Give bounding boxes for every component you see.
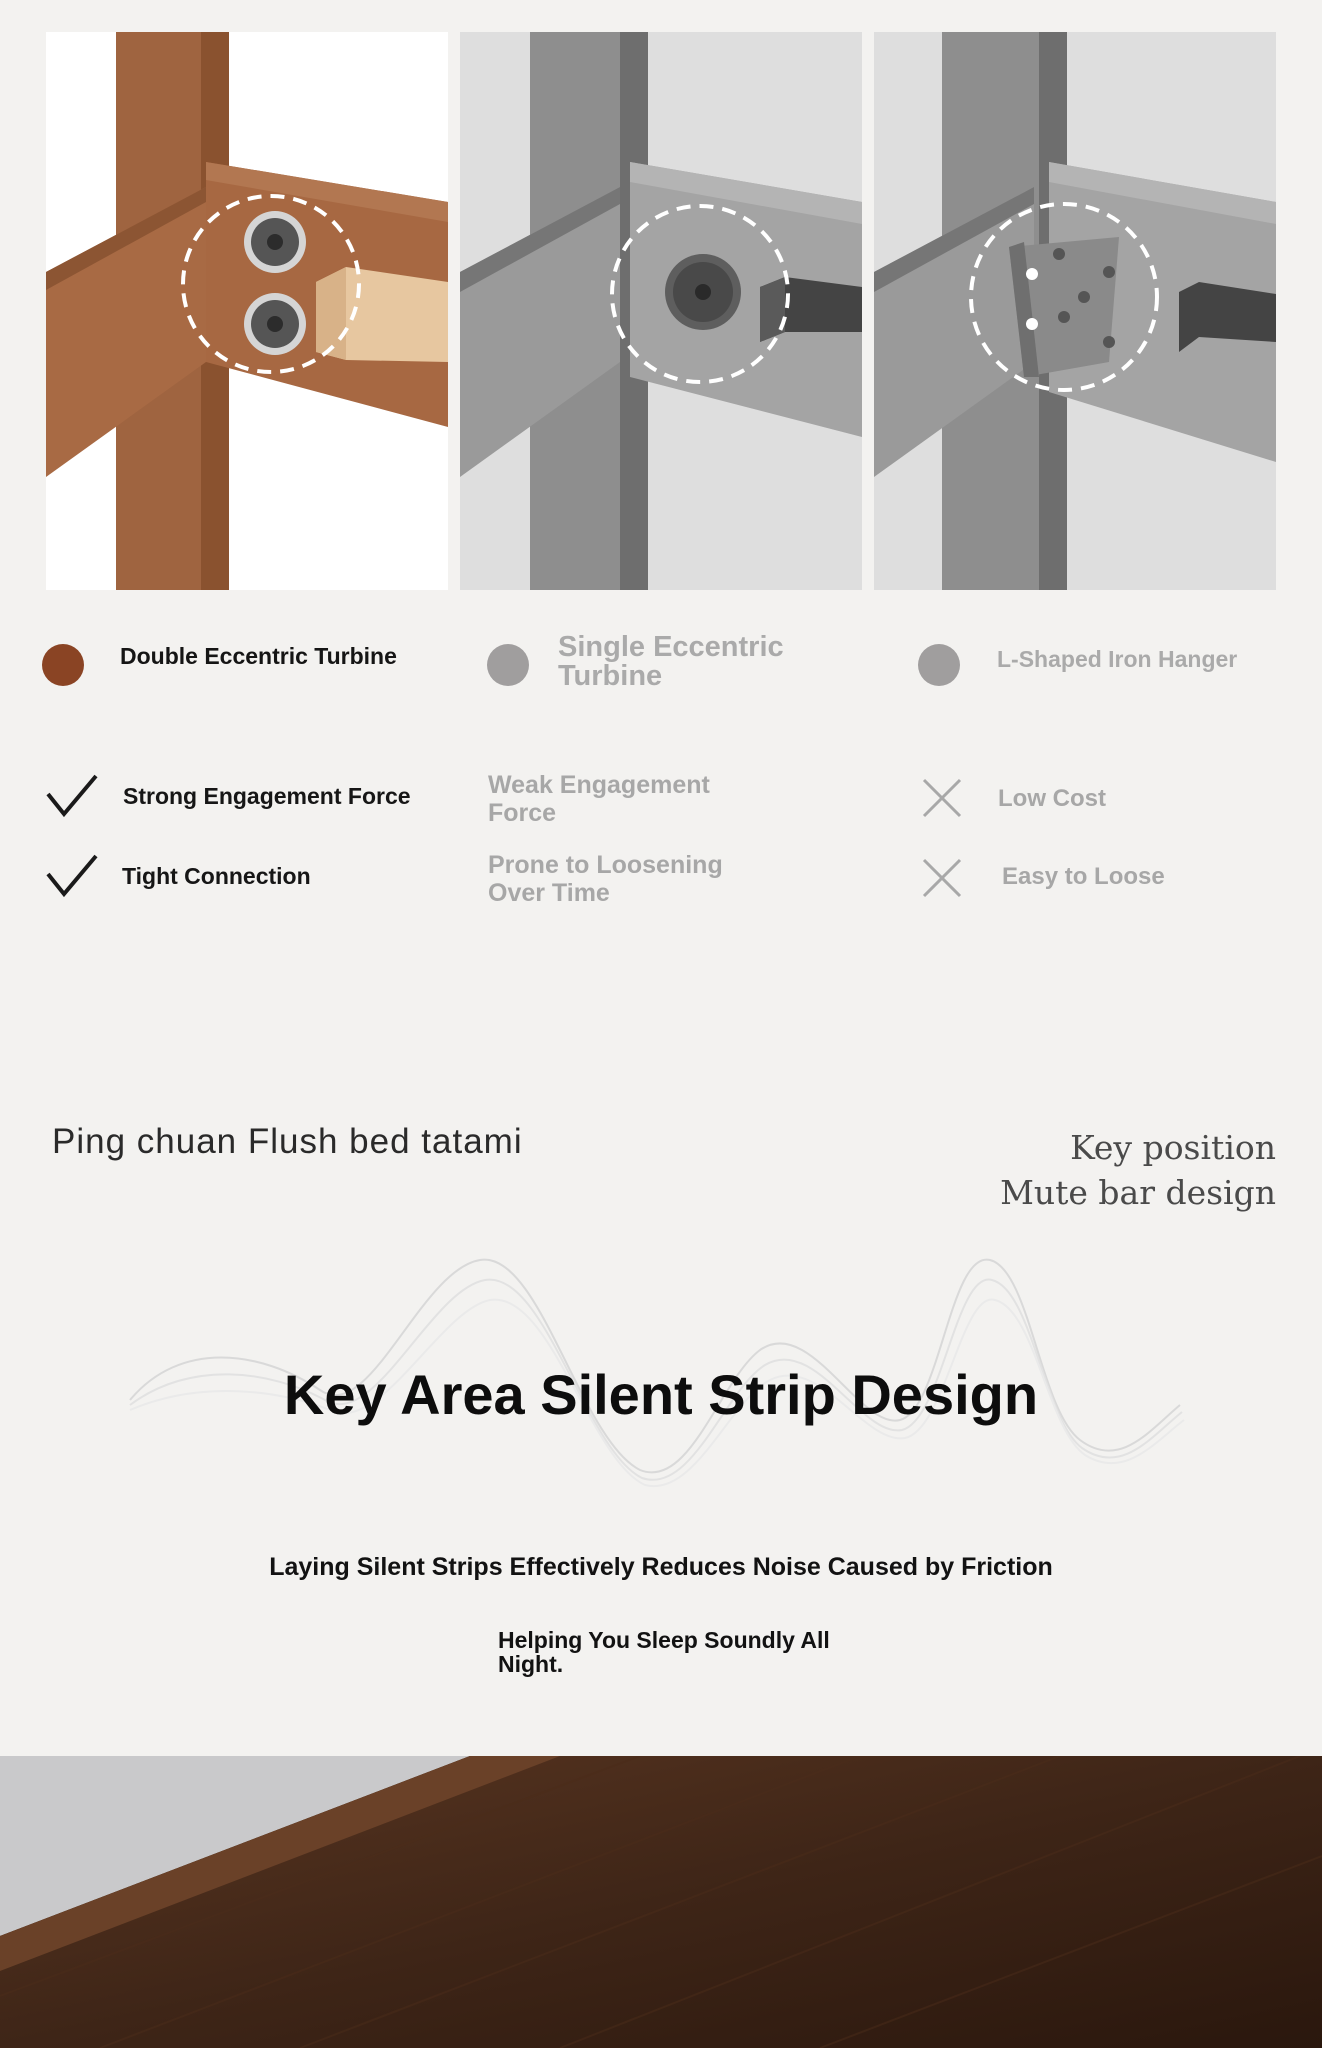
key-position-line1: Key position	[1070, 1128, 1276, 1167]
option-label-double-turbine: Double Eccentric Turbine	[120, 643, 397, 669]
key-position-line2: Mute bar design	[1000, 1172, 1276, 1212]
brand-name: Ping chuan Flush bed tatami	[52, 1122, 523, 1161]
option-label-single-turbine: Single Eccentric Turbine	[558, 631, 784, 692]
l-shaped-iron-hanger-diagram	[874, 32, 1276, 590]
double-eccentric-turbine-diagram	[46, 32, 448, 590]
cross-icon	[914, 854, 970, 902]
feature-tight-connection: Tight Connection	[122, 863, 311, 889]
check-icon	[44, 852, 100, 900]
single-eccentric-turbine-diagram	[460, 32, 862, 590]
feature-weak-engagement: Weak Engagement Force	[488, 771, 710, 827]
section-headline: Key Area Silent Strip Design	[283, 1363, 1039, 1426]
feature-prone-loosening: Prone to Loosening Over Time	[488, 851, 723, 907]
single-turbine-dot	[487, 644, 529, 686]
bed-wood-photo	[0, 1756, 1322, 2048]
key-position-caption	[1000, 1126, 1276, 1215]
feature-easy-to-loose: Easy to Loose	[1002, 863, 1165, 890]
l-hanger-dot	[918, 644, 960, 686]
section-subtitle: Laying Silent Strips Effectively Reduces Noise Caused by Friction	[269, 1553, 1053, 1581]
feature-low-cost: Low Cost	[998, 785, 1106, 812]
option-label-l-hanger: L-Shaped Iron Hanger	[997, 646, 1238, 672]
double-turbine-dot	[42, 644, 84, 686]
section-subtitle-2: Helping You Sleep Soundly All Night.	[498, 1627, 830, 1678]
cross-icon	[914, 774, 970, 822]
check-icon	[44, 772, 100, 820]
feature-strong-engagement: Strong Engagement Force	[123, 783, 411, 809]
